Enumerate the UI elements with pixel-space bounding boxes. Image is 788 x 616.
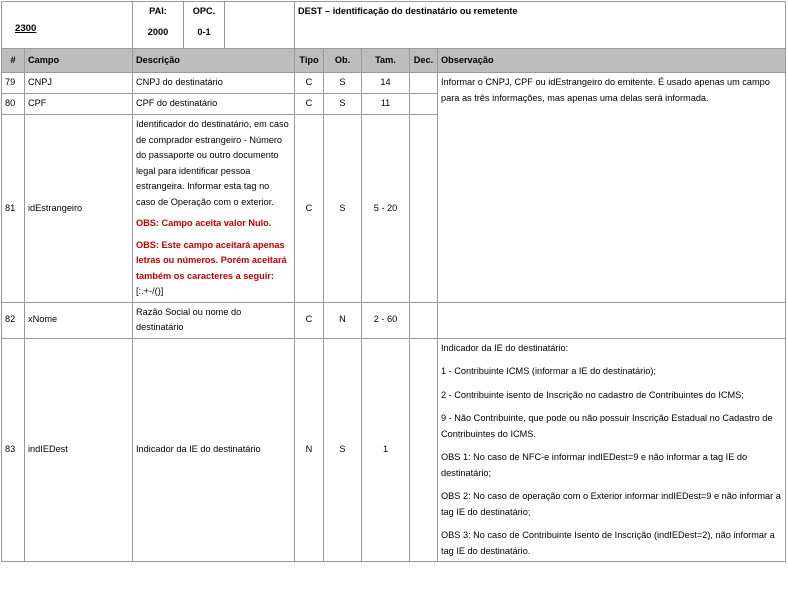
obs-item: Indicador da IE do destinatário:	[441, 342, 569, 353]
obs-item: 9 - Não Contribuinte, que pode ou não possuir Inscrição Estadual no Cadastro de Contribuintes do ICMS.	[441, 413, 773, 439]
obs-item: 2 - Contribuinte isento de Inscrição no cadastro de Contribuintes do ICMS;	[441, 389, 744, 400]
cell-num: 83	[2, 338, 25, 562]
field-spec-table	[1, 1, 786, 562]
opc-block	[184, 2, 225, 48]
cell-observacao	[438, 338, 786, 562]
cell-descricao: Razão Social ou nome do destinatário	[133, 302, 295, 338]
cell-tam: 2 - 60	[362, 302, 410, 338]
pai-opc-cell	[133, 2, 295, 49]
opc-value: 0-1	[197, 27, 211, 37]
col-campo: Campo	[25, 49, 133, 73]
col-num: #	[2, 49, 25, 73]
cell-campo: CNPJ	[25, 73, 133, 94]
cell-dec	[410, 338, 438, 562]
descricao-text: Identificador do destinatário, em caso de comprador estrangeiro - Número do passaporte ou outro documento legal para identificar pessoa estrangeira. Informar esta tag no caso de Operação com o exterior.	[136, 119, 289, 207]
col-dec: Dec.	[410, 49, 438, 73]
table-row	[2, 302, 786, 338]
cell-num: 80	[2, 94, 25, 115]
cell-tam: 11	[362, 94, 410, 115]
pai-value: 2000	[147, 27, 169, 37]
col-descricao: Descrição	[133, 49, 295, 73]
cell-descricao: CPF do destinatário	[133, 94, 295, 115]
cell-ob: S	[324, 94, 362, 115]
cell-observacao	[438, 302, 786, 338]
cell-tipo: C	[295, 94, 324, 115]
col-observacao: Observação	[438, 49, 786, 73]
cell-dec	[410, 302, 438, 338]
obs-nulo-note: OBS: Campo aceita valor Nulo.	[136, 218, 272, 228]
cell-tam: 14	[362, 73, 410, 94]
column-header-row	[2, 49, 786, 73]
cell-num: 79	[2, 73, 25, 94]
cell-ob: S	[324, 338, 362, 562]
obs-item: OBS 3: No caso de Contribuinte Isento de Inscrição (indIEDest=2), não informar a tag IE do destinatário.	[441, 530, 775, 556]
cell-num: 82	[2, 302, 25, 338]
cell-descricao	[133, 115, 295, 303]
cell-observacao	[438, 73, 786, 303]
cell-dec	[410, 115, 438, 303]
cell-ob: S	[324, 73, 362, 94]
obs-item: OBS 1: No caso de NFC-e informar indIEDest=9 e não informar a tag IE do destinatário;	[441, 452, 748, 478]
group-code: 2300	[15, 23, 37, 35]
pai-label: PAI:	[149, 6, 167, 16]
cell-tipo: C	[295, 302, 324, 338]
cell-dec	[410, 73, 438, 94]
table-row	[2, 73, 786, 94]
cell-dec	[410, 94, 438, 115]
pai-block	[133, 2, 184, 48]
cell-campo: CPF	[25, 94, 133, 115]
col-tipo: Tipo	[295, 49, 324, 73]
group-header-row	[2, 2, 786, 49]
cell-tam: 5 - 20	[362, 115, 410, 303]
cell-campo: indIEDest	[25, 338, 133, 562]
obs-item: OBS 2: No caso de operação com o Exterior informar indIEDest=9 e não informar a tag IE do destinatário;	[441, 491, 781, 517]
cell-ob: S	[324, 115, 362, 303]
group-title: DEST – identificação do destinatário ou remetente	[295, 2, 786, 49]
opc-label: OPC.	[192, 6, 216, 16]
cell-campo: xNome	[25, 302, 133, 338]
cell-descricao: Indicador da IE do destinatário	[133, 338, 295, 562]
cell-num: 81	[2, 115, 25, 303]
cell-campo: idEstrangeiro	[25, 115, 133, 303]
observacao-text: Informar o CNPJ, CPF ou idEstrangeiro do emitente. É usado apenas um campo para as três informações, mas apenas uma delas será informada.	[441, 77, 770, 103]
col-ob: Ob.	[324, 49, 362, 73]
col-tam: Tam.	[362, 49, 410, 73]
allowed-chars: [:.+-/()]	[136, 286, 164, 296]
group-code-cell	[2, 2, 133, 49]
cell-tam: 1	[362, 338, 410, 562]
obs-chars-note: OBS: Este campo aceitará apenas letras ou números. Porém aceitará também os caracteres a seguir:	[136, 239, 287, 281]
table-row	[2, 338, 786, 562]
cell-tipo: C	[295, 115, 324, 303]
cell-tipo: N	[295, 338, 324, 562]
cell-descricao: CNPJ do destinatário	[133, 73, 295, 94]
cell-ob: N	[324, 302, 362, 338]
cell-tipo: C	[295, 73, 324, 94]
obs-item: 1 - Contribuinte ICMS (informar a IE do destinatário);	[441, 366, 656, 376]
